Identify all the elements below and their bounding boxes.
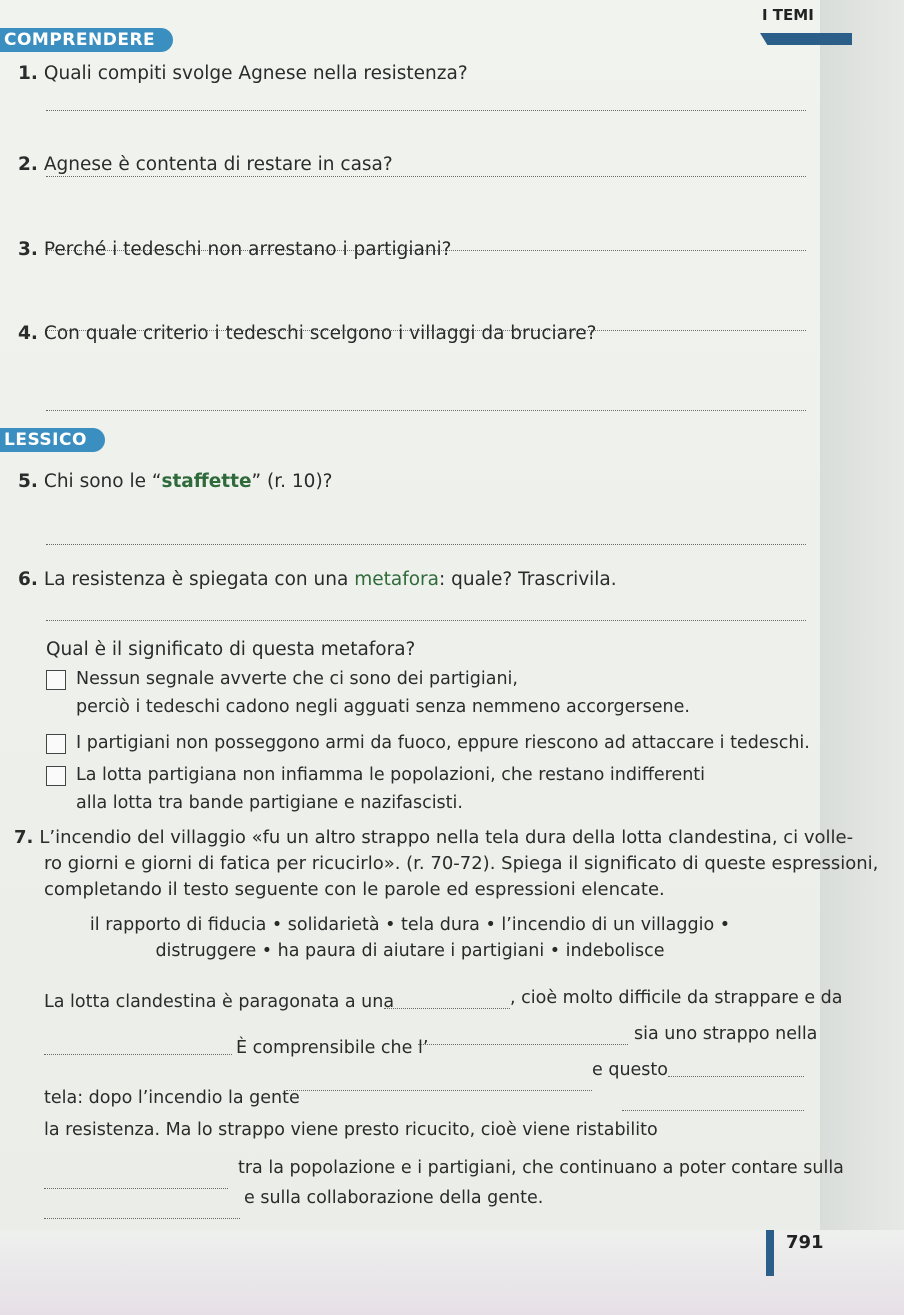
- question-5: 5. Chi sono le “staffette” (r. 10)?: [18, 471, 333, 492]
- page-number-bar: [766, 1230, 774, 1276]
- answer-line-6[interactable]: [46, 620, 806, 621]
- question-3: 3. Perché i tedeschi non arrestano i partigiani?: [18, 239, 452, 260]
- section-header-bar: [760, 33, 852, 45]
- cloze-blank-8[interactable]: [44, 1218, 240, 1219]
- option-1-checkbox[interactable]: [46, 670, 66, 690]
- option-2-line1: I partigiani non posseggono armi da fuoco, eppure riescono ad attaccare i tedeschi.: [76, 733, 810, 753]
- cloze-text-5: tela: dopo l’incendio la gente: [44, 1088, 300, 1108]
- question-7-line3: completando il testo seguente con le parole ed espressioni elencate.: [44, 879, 665, 900]
- question-4: 4. Con quale criterio i tedeschi scelgono i villaggi da bruciare?: [18, 323, 597, 344]
- cloze-blank-6[interactable]: [622, 1110, 804, 1111]
- option-3-line1: La lotta partigiana non infiamma le popolazioni, che restano indifferenti: [76, 765, 706, 785]
- cloze-text-1: La lotta clandestina è paragonata a una: [44, 992, 395, 1012]
- question-7-line1: 7. L’incendio del villaggio «fu un altro strappo nella tela dura della lotta clandestina, ci volle-: [14, 827, 854, 848]
- option-3-checkbox[interactable]: [46, 766, 66, 786]
- question-6: 6. La resistenza è spiegata con una metafora: quale? Trascrivila.: [18, 569, 617, 590]
- answer-line-4[interactable]: [46, 410, 806, 411]
- cloze-blank-4[interactable]: [286, 1090, 592, 1091]
- question-2: 2. Agnese è contenta di restare in casa?: [18, 154, 393, 175]
- lessico-label: LESSICO: [0, 428, 105, 452]
- metaphor-meaning-question: Qual è il significato di questa metafora?: [46, 639, 416, 660]
- page-number: 791: [786, 1232, 824, 1253]
- option-1-line1: Nessun segnale avverte che ci sono dei partigiani,: [76, 669, 518, 689]
- cloze-blank-2[interactable]: [44, 1054, 232, 1055]
- answer-line-5[interactable]: [46, 544, 806, 545]
- section-header: I TEMI: [762, 6, 814, 24]
- cloze-blank-7[interactable]: [44, 1188, 228, 1189]
- comprendere-label: COMPRENDERE: [0, 28, 173, 52]
- cloze-text-8: tra la popolazione e i partigiani, che continuano a poter contare sulla: [238, 1158, 844, 1178]
- cloze-blank-1[interactable]: [384, 1008, 510, 1009]
- cloze-text-7: la resistenza. Ma lo strappo viene presto ricucito, cioè viene ristabilito: [44, 1120, 658, 1140]
- page-shadow-area: [820, 0, 904, 1315]
- cloze-text-9: e sulla collaborazione della gente.: [244, 1188, 544, 1208]
- cloze-blank-3[interactable]: [418, 1044, 628, 1045]
- cloze-text-4: sia uno strappo nella: [634, 1024, 818, 1044]
- word-bank-line2: distruggere • ha paura di aiutare i partigiani • indebolisce: [155, 941, 665, 961]
- cloze-text-6: e questo: [592, 1060, 668, 1080]
- cloze-blank-5[interactable]: [668, 1076, 804, 1077]
- option-2-checkbox[interactable]: [46, 734, 66, 754]
- option-1-line2: perciò i tedeschi cadono negli agguati senza nemmeno accorgersene.: [76, 697, 690, 717]
- question-7-line2: ro giorni e giorni di fatica per ricucirlo». (r. 70-72). Spiega il significato di queste espressioni,: [44, 853, 879, 874]
- cloze-text-2: , cioè molto difficile da strappare e da: [510, 988, 843, 1008]
- answer-line-1[interactable]: [46, 110, 806, 111]
- question-1: 1. Quali compiti svolge Agnese nella resistenza?: [18, 63, 468, 84]
- option-3-line2: alla lotta tra bande partigiane e nazifascisti.: [76, 793, 463, 813]
- cloze-text-3: È comprensibile che l’: [236, 1038, 429, 1058]
- word-bank-line1: il rapporto di fiducia • solidarietà • tela dura • l’incendio di un villaggio •: [89, 915, 731, 935]
